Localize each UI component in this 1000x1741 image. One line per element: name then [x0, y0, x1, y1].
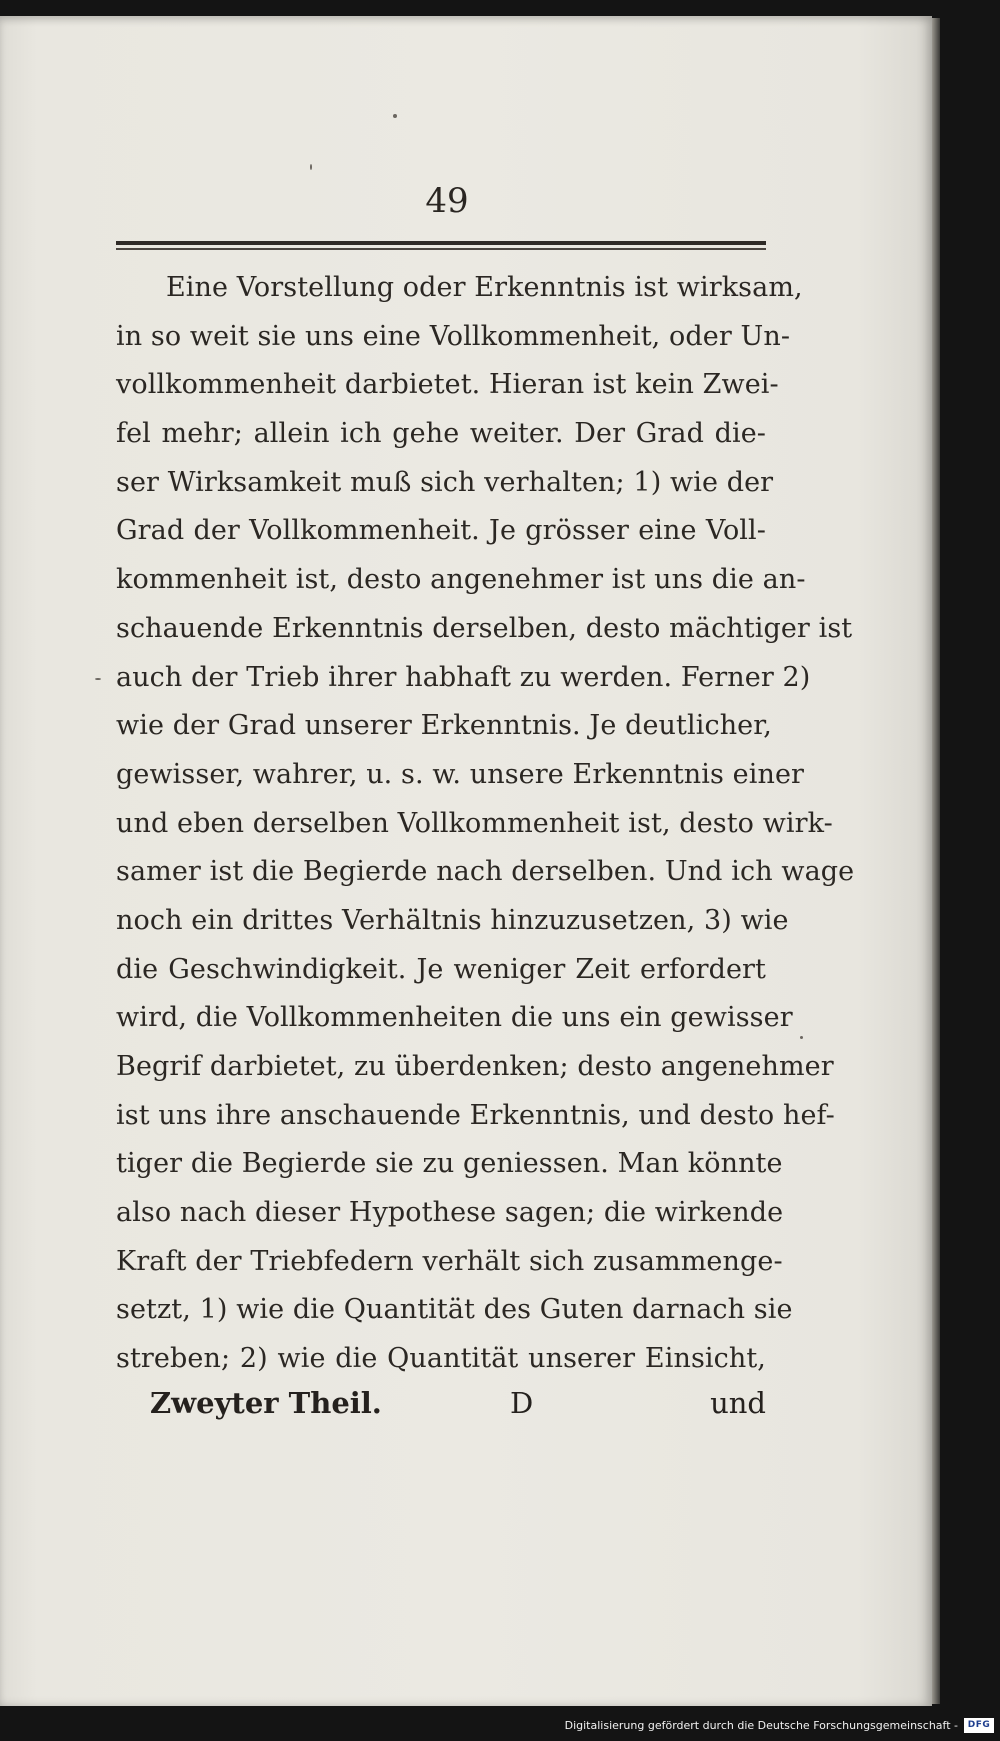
dfg-logo-icon: DFG	[964, 1718, 994, 1733]
catchword: und	[710, 1386, 766, 1420]
text-line: vollkommenheit darbietet. Hieran ist kein Zwei-	[116, 369, 779, 401]
text-line: Kraft der Triebfedern verhält sich zusammenge-	[116, 1245, 783, 1277]
text-line: auch der Trieb ihrer habhaft zu werden. Ferner 2)	[116, 661, 811, 693]
text-line: kommenheit ist, desto angenehmer ist uns die an-	[116, 564, 806, 596]
paper-speck	[393, 114, 397, 118]
page-edge-shadow	[932, 18, 940, 1704]
text-line: ist uns ihre anschauende Erkenntnis, und desto hef-	[116, 1099, 835, 1131]
paper-speck	[95, 678, 101, 680]
paper-speck	[800, 1036, 803, 1039]
header-rule-thick	[116, 241, 766, 245]
text-line: die Geschwindigkeit. Je weniger Zeit erfordert	[116, 953, 766, 985]
text-line: wird, die Vollkommenheiten die uns ein gewisser	[116, 1002, 793, 1034]
text-line: Begrif darbietet, zu überdenken; desto angenehmer	[116, 1051, 834, 1082]
text-line: Grad der Vollkommenheit. Je grösser eine Voll-	[116, 515, 766, 547]
text-line: und eben derselben Vollkommenheit ist, desto wirk-	[116, 807, 833, 839]
text-line: gewisser, wahrer, u. s. w. unsere Erkenntnis einer	[116, 758, 805, 790]
digitization-credit	[565, 1715, 994, 1735]
text-line: wie der Grad unserer Erkenntnis. Je deutlicher,	[116, 710, 772, 742]
signature-title: Zweyter Theil.	[150, 1386, 382, 1420]
text-line: tiger die Begierde sie zu geniessen. Man könnte	[116, 1148, 783, 1180]
body-text	[116, 264, 855, 1384]
paper-speck	[310, 164, 312, 170]
text-line: also nach dieser Hypothese sagen; die wirkende	[116, 1197, 784, 1229]
text-line: samer ist die Begierde nach derselben. Und ich wage	[116, 856, 855, 888]
text-line: streben; 2) wie die Quantität unserer Einsicht,	[116, 1343, 766, 1375]
credit-text: Digitalisierung gefördert durch die Deutsche Forschungsgemeinschaft -	[564, 1718, 958, 1732]
signature-mark: D	[510, 1386, 534, 1420]
text-line: fel mehr; allein ich gehe weiter. Der Grad die-	[116, 418, 766, 450]
header-rule	[116, 241, 766, 251]
text-line: in so weit sie uns eine Vollkommenheit, oder Un-	[116, 320, 791, 352]
text-line: Eine Vorstellung oder Erkenntnis ist wirksam,	[166, 272, 803, 303]
page-footer	[150, 1386, 766, 1430]
text-line: schauende Erkenntnis derselben, desto mächtiger ist	[116, 612, 853, 644]
header-rule-thin	[116, 248, 766, 250]
text-line: setzt, 1) wie die Quantität des Guten darnach sie	[116, 1294, 793, 1326]
text-line: noch ein drittes Verhältnis hinzuzusetzen, 3) wie	[116, 904, 789, 936]
text-line: ser Wirksamkeit muß sich verhalten; 1) wie der	[116, 466, 774, 498]
page-number: 49	[425, 181, 469, 221]
book-page	[0, 16, 932, 1706]
